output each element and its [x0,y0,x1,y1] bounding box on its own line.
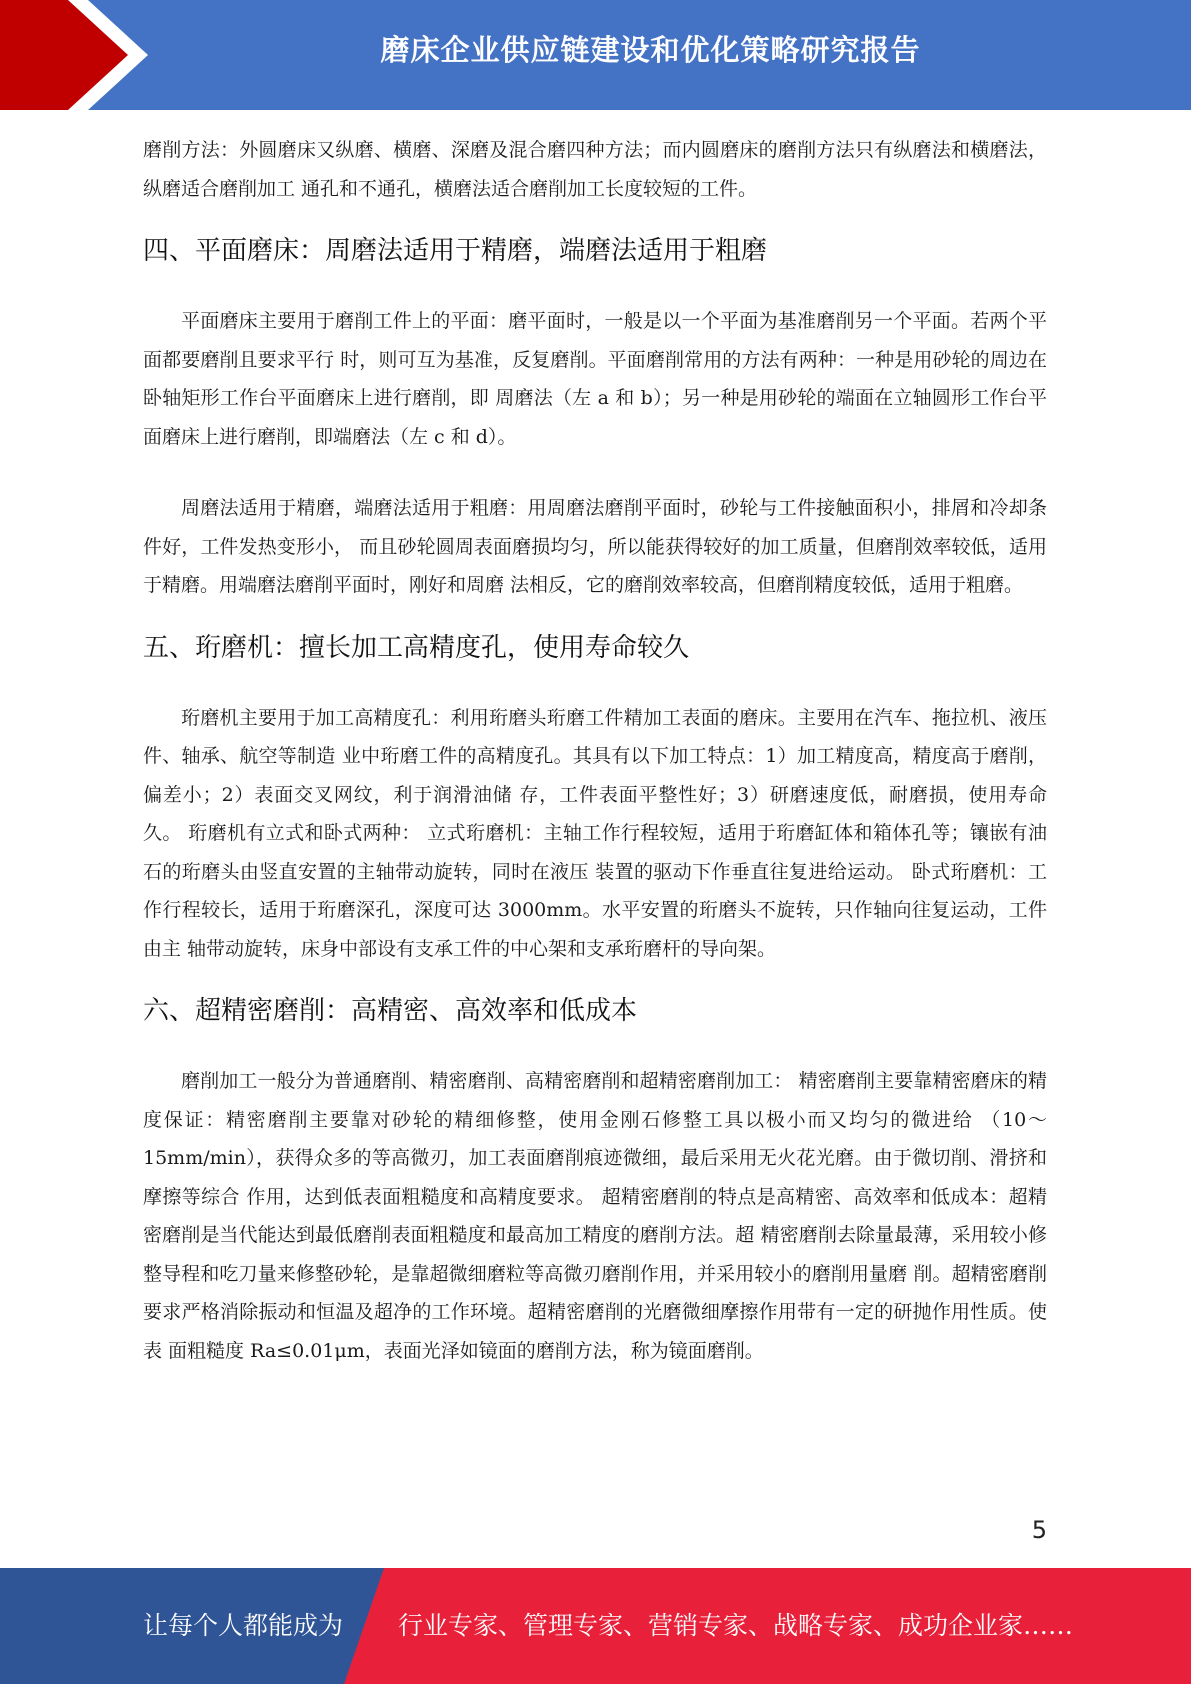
page-header [0,0,1191,110]
section-5-paragraph-1: 珩磨机主要用于加工高精度孔：利用珩磨头珩磨工件精加工表面的磨床。主要用在汽车、拖拉机、液压件、轴承、航空等制造 业中珩磨工件的高精度孔。其具有以下加工特点：1）加工精度高，精度高于磨削，偏差小；2）表面交叉网纹，利于润滑油储 存，工件表面平整性好；3）研磨速度低，耐磨损，使用寿命久。 珩磨机有立式和卧式两种： 立式珩磨机：主轴工作行程较短，适用于珩磨缸体和箱体孔等；镶嵌有油石的珩磨头由竖直安置的主轴带动旋转，同时在液压 装置的驱动下作垂直往复进给运动。 卧式珩磨机：工作行程较长，适用于珩磨深孔，深度可达 3000mm。水平安置的珩磨头不旋转，只作轴向往复运动，工件由主 轴带动旋转，床身中部设有支承工件的中心架和支承珩磨杆的导向架。 [143,706,1047,960]
section-6-paragraph-1: 磨削加工一般分为普通磨削、精密磨削、高精密磨削和超精密磨削加工： 精密磨削主要靠精密磨床的精度保证：精密磨削主要靠对砂轮的精细修整，使用金刚石修整工具以极小而又均匀的微进给 （10～15mm/min），获得众多的等高微刃，加工表面磨削痕迹微细，最后采用无火花光磨。由于微切削、滑挤和摩擦等综合 作用，达到低表面粗糙度和高精度要求。 超精密磨削的特点是高精密、高效率和低成本：超精密磨削是当代能达到最低磨削表面粗糙度和最高加工精度的磨削方法。超 精密磨削去除量最薄，采用较小修整导程和吃刀量来修整砂轮，是靠超微细磨粒等高微刃磨削作用，并采用较小的磨削用量磨 削。超精密磨削要求严格消除振动和恒温及超净的工作环境。超精密磨削的光磨微细摩擦作用带有一定的研抛作用性质。使表 面粗糙度 Ra≤0.01μm，表面光泽如镜面的磨削方法，称为镜面磨削。 [143,1070,1047,1362]
section-heading-4: 四、平面磨床：周磨法适用于精磨，端磨法适用于粗磨 [143,236,768,266]
section-4-paragraph-1: 平面磨床主要用于磨削工件上的平面：磨平面时，一般是以一个平面为基准磨削另一个平面。若两个平面都要磨削且要求平行 时，则可互为基准，反复磨削。平面磨削常用的方法有两种：一种是用砂轮的周边在卧轴矩形工作台平面磨床上进行磨削，即 周磨法（左 a 和 b）；另一种是用砂轮的端面在立轴圆形工作台平面磨床上进行磨削，即端磨法（左 c 和 d）。 [143,310,1047,448]
section-heading-6: 六、超精密磨削：高精密、高效率和低成本 [143,996,638,1026]
section-heading-5: 五、珩磨机：擅长加工高精度孔，使用寿命较久 [143,632,690,663]
intro-paragraph: 磨削方法：外圆磨床又纵磨、横磨、深磨及混合磨四种方法；而内圆磨床的磨削方法只有纵磨法和横磨法，纵磨适合磨削加工 通孔和不通孔，横磨法适合磨削加工长度较短的工件。 [143,139,1047,200]
footer-slogan-right: 行业专家、管理专家、营销专家、战略专家、成功企业家…… [398,1611,1074,1640]
page-number: 5 [1031,1516,1047,1544]
footer-slogan-left: 让每个人都能成为 [143,1611,344,1640]
section-4-paragraph-2: 周磨法适用于精磨，端磨法适用于粗磨：用周磨法磨削平面时，砂轮与工件接触面积小，排屑和冷却条件好，工件发热变形小， 而且砂轮圆周表面磨损均匀，所以能获得较好的加工质量，但磨削效率较低，适用于精磨。用端磨法磨削平面时，刚好和周磨 法相反，它的磨削效率较高，但磨削精度较低，适用于粗磨。 [143,497,1047,596]
document-body [143,131,1047,1370]
header-title: 磨床企业供应链建设和优化策略研究报告 [380,33,921,67]
page-footer [0,1568,1191,1684]
